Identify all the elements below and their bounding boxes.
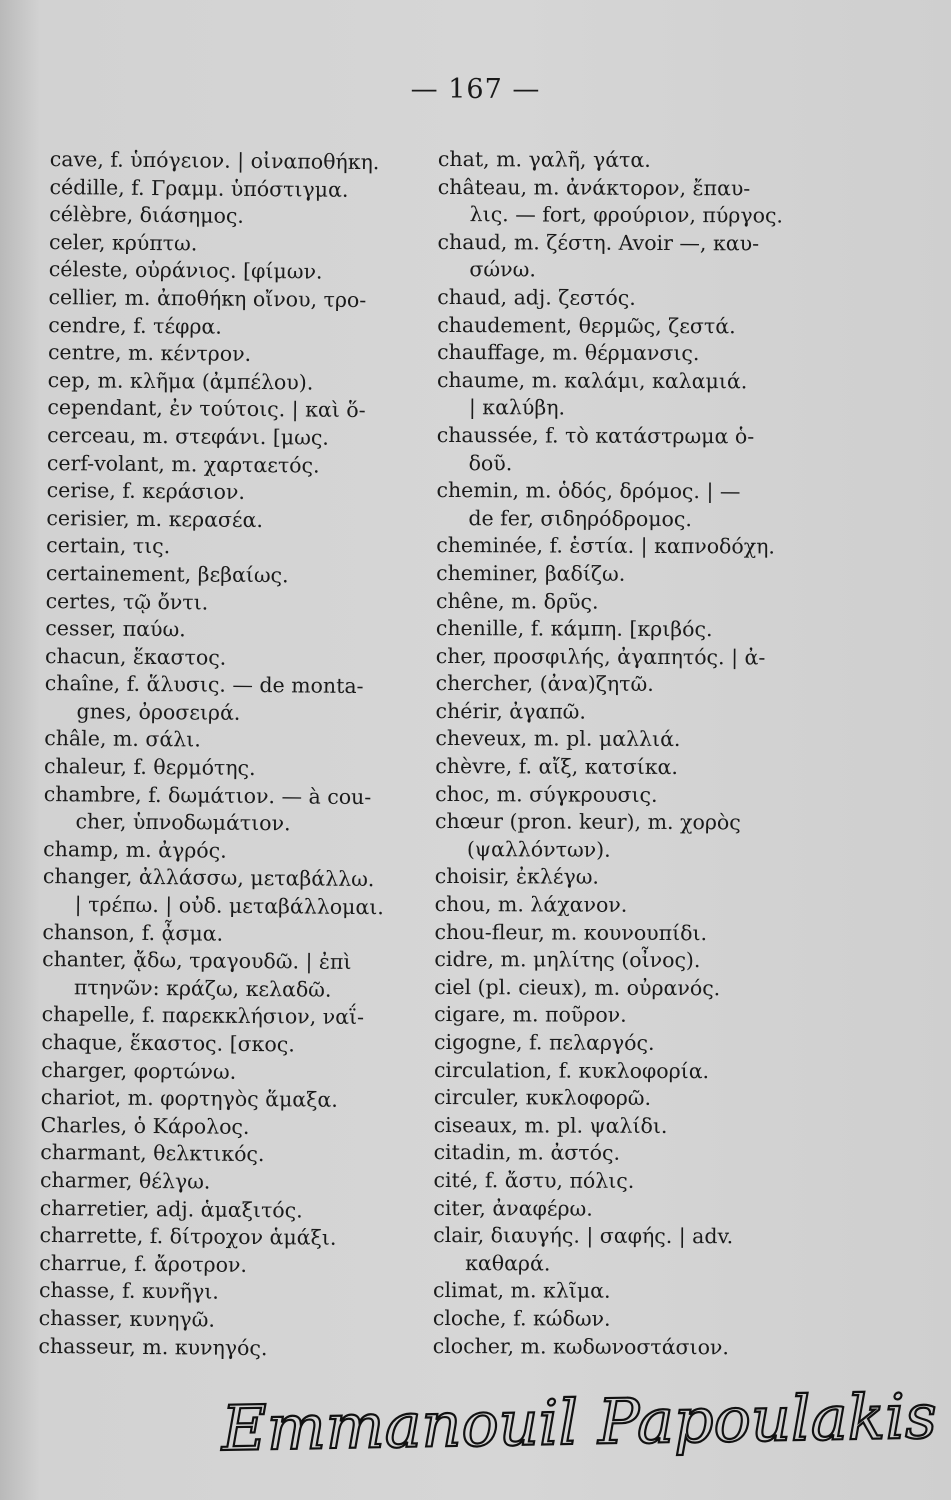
dictionary-entry-line: cerise, f. κεράσιον.	[46, 478, 246, 505]
dictionary-entry-line: château, m. ἀνάκτορον, ἔπαυ-	[437, 174, 751, 200]
dictionary-entry-line: σώνω.	[469, 257, 536, 282]
dictionary-entry-line: cidre, m. μηλίτης (οἶνος).	[434, 947, 701, 973]
dictionary-entry-line: châle, m. σάλι.	[44, 726, 201, 752]
dictionary-entry-line: chauffage, m. θέρμανσις.	[437, 340, 700, 366]
dictionary-entry-line: circuler, κυκλοφορῶ.	[433, 1085, 652, 1111]
dictionary-entry-line: cep, m. κλῆμα (ἀμπέλου).	[47, 367, 314, 395]
dictionary-entry-line: cerisier, m. κερασέα.	[46, 505, 264, 532]
dictionary-entry-line: | καλύβη.	[468, 395, 566, 420]
dictionary-entry-line: chanter, ᾄδω, τραγουδῶ. | ἐπὶ	[42, 947, 352, 975]
dictionary-entry-line: | τρέπω. | οὐδ. μεταβάλλομαι.	[74, 892, 384, 920]
dictionary-entry-line: λις. — fort, φρούριον, πύργος.	[469, 202, 784, 228]
dictionary-entry-line: cher, ὑπνοδωμάτιον.	[75, 809, 291, 836]
dictionary-entry-line: ciel (pl. cieux), m. οὐρανός.	[434, 974, 721, 1001]
dictionary-entry-line: centre, m. κέντρον.	[47, 340, 252, 367]
dictionary-entry-line: chat, m. γαλῆ, γάτα.	[437, 146, 651, 172]
dictionary-entry-line: καθαρά.	[465, 1250, 551, 1276]
dictionary-entry-line: cher, προσφιλής, ἀγαπητός. | ἀ-	[435, 643, 766, 670]
dictionary-entry-line: choc, m. σύγκρουσις.	[435, 781, 658, 807]
dictionary-entry-line: charretier, adj. ἁμαξιτός.	[39, 1195, 303, 1223]
dictionary-entry-line: cerf-volant, m. χαρταετός.	[46, 450, 320, 478]
dictionary-entry-line: charmer, θέλγω.	[39, 1167, 211, 1194]
dictionary-entry-line: chambre, f. δωμάτιον. — à cou-	[43, 781, 372, 809]
dictionary-entry-line: chasseur, m. κυνηγός.	[38, 1333, 268, 1360]
dictionary-entry-line: (ψαλλόντων).	[466, 836, 611, 862]
dictionary-entry-line: gnes, ὀροσειρά.	[76, 699, 241, 725]
dictionary-entry-line: charger, φορτώνω.	[41, 1057, 237, 1084]
dictionary-entry-line: chasser, κυνηγῶ.	[38, 1305, 216, 1332]
dictionary-entry-line: clocher, m. κωδωνοστάσιον.	[432, 1333, 729, 1359]
dictionary-entry-line: certes, τῷ ὄντι.	[45, 588, 209, 615]
signature-text: Emmanouil Papoulakis	[220, 1379, 938, 1465]
dictionary-entry-line: chaud, adj. ζεστός.	[437, 284, 636, 310]
dictionary-entry-line: cellier, m. ἀποθήκη οἴνου, τρο-	[48, 284, 367, 313]
dictionary-entry-line: chercher, (ἀνα)ζητῶ.	[435, 671, 654, 697]
dictionary-entry-line: céleste, οὐράνιος. [φίμων.	[48, 257, 323, 284]
dictionary-entry-line: chasse, f. κυνῆγι.	[38, 1278, 219, 1305]
left-column	[38, 146, 440, 1364]
dictionary-entry-line: choisir, ἐκλέγω.	[434, 864, 600, 890]
dictionary-entry-line: chaque, ἕκαστος. [σκος.	[41, 1029, 295, 1057]
dictionary-entry-line: δοῦ.	[468, 450, 513, 475]
dictionary-entry-line: cité, f. ἄστυ, πόλις.	[433, 1167, 635, 1193]
dictionary-entry-line: de fer, σιδηρόδρομος.	[468, 505, 692, 531]
dictionary-entry-line: chérir, ἀγαπῶ.	[435, 698, 586, 724]
dictionary-entry-line: chapelle, f. παρεκκλήσιον, ναΐ-	[41, 1002, 365, 1030]
dictionary-entry-line: cheminée, f. ἑστία. | καπνοδόχη.	[436, 533, 776, 559]
page-number: — 167 —	[410, 74, 541, 105]
dictionary-entry-line: chou, m. λάχανον.	[434, 892, 628, 917]
dictionary-entry-line: cédille, f. Γραμμ. ὑπόστιγμα.	[49, 174, 349, 202]
dictionary-entry-line: chemin, m. ὁδός, δρόμος. | —	[436, 478, 741, 504]
dictionary-entry-line: cave, f. ὑπόγειον. | οἰναποθήκη.	[49, 146, 380, 175]
dictionary-entry-line: Charles, ὁ Κάρολος.	[40, 1112, 250, 1139]
dictionary-entry-line: chaleur, f. θερμότης.	[43, 754, 256, 781]
dictionary-entry-line: chœur (pron. keur), m. χορὸς	[435, 809, 741, 835]
dictionary-entry-line: célèbre, διάσημος.	[49, 202, 245, 229]
dictionary-entry-line: πτηνῶν: κράζω, κελαδῶ.	[73, 975, 332, 1002]
dictionary-entry-line: chèvre, f. αἴξ, κατσίκα.	[435, 754, 679, 780]
dictionary-entry-line: chaudement, θερμῶς, ζεστά.	[437, 312, 736, 338]
dictionary-entry-line: chaud, m. ζέστη. Avoir —, καυ-	[437, 229, 760, 256]
dictionary-entry-line: changer, ἀλλάσσω, μεταβάλλω.	[42, 864, 375, 892]
dictionary-entry-line: chaume, m. καλάμι, καλαμιά.	[436, 367, 748, 394]
dictionary-entry-line: cendre, f. τέφρα.	[48, 312, 222, 339]
dictionary-entry-line: chou-fleur, m. κουνουπίδι.	[434, 919, 708, 945]
dictionary-entry-line: cerceau, m. στεφάνι. [μως.	[47, 422, 330, 450]
dictionary-entry-line: chaîne, f. ἅλυσις. — de monta-	[44, 671, 364, 699]
dictionary-entry-line: certainement, βεβαίως.	[45, 560, 289, 588]
dictionary-entry-line: clair, διαυγής. | σαφής. | adv.	[433, 1223, 734, 1249]
dictionary-entry-line: cloche, f. κώδων.	[432, 1305, 611, 1331]
dictionary-entry-line: chanson, f. ᾆσμα.	[42, 919, 224, 946]
dictionary-entry-line: climat, m. κλῖμα.	[432, 1278, 611, 1304]
handwritten-signature	[0, 1378, 951, 1488]
dictionary-entry-line: citadin, m. ἀστός.	[433, 1140, 621, 1166]
dictionary-entry-line: charrue, f. ἄροτρον.	[39, 1250, 248, 1277]
dictionary-entry-line: cheveux, m. pl. μαλλιά.	[435, 726, 681, 752]
dictionary-entry-line: ciseaux, m. pl. ψαλίδι.	[433, 1112, 668, 1138]
dictionary-entry-line: certain, τις.	[46, 533, 171, 559]
dictionary-entry-line: chenille, f. κάμπη. [κριβός.	[435, 616, 713, 642]
dictionary-entry-line: champ, m. ἀγρός.	[43, 836, 227, 863]
dictionary-entry-line: chariot, m. φορτηγὸς ἅμαξα.	[40, 1085, 338, 1112]
dictionary-entry-line: cheminer, βαδίζω.	[436, 560, 626, 586]
dictionary-entry-line: cependant, ἐν τούτοις. | καὶ ὅ-	[47, 395, 366, 423]
right-column	[433, 146, 818, 1362]
dictionary-entry-line: circulation, f. κυκλοφορία.	[433, 1057, 710, 1083]
dictionary-entry-line: charmant, θελκτικός.	[40, 1140, 265, 1167]
dictionary-entry-line: cigogne, f. πελαργός.	[434, 1029, 655, 1055]
dictionary-entry-line: chacun, ἕκαστος.	[44, 643, 227, 670]
dictionary-entry-line: chaussée, f. τὸ κατάστρωμα ὁ-	[436, 422, 755, 449]
dictionary-entry-line: cigare, m. ποῦρον.	[434, 1002, 627, 1028]
dictionary-entry-line: chêne, m. δρῦς.	[435, 588, 599, 614]
dictionary-entry-line: celer, κρύπτω.	[48, 229, 198, 256]
dictionary-entry-line: citer, ἀναφέρω.	[433, 1195, 593, 1221]
dictionary-entry-line: cesser, παύω.	[45, 616, 186, 642]
dictionary-entry-line: charrette, f. δίτροχον ἁμάξι.	[39, 1223, 337, 1250]
